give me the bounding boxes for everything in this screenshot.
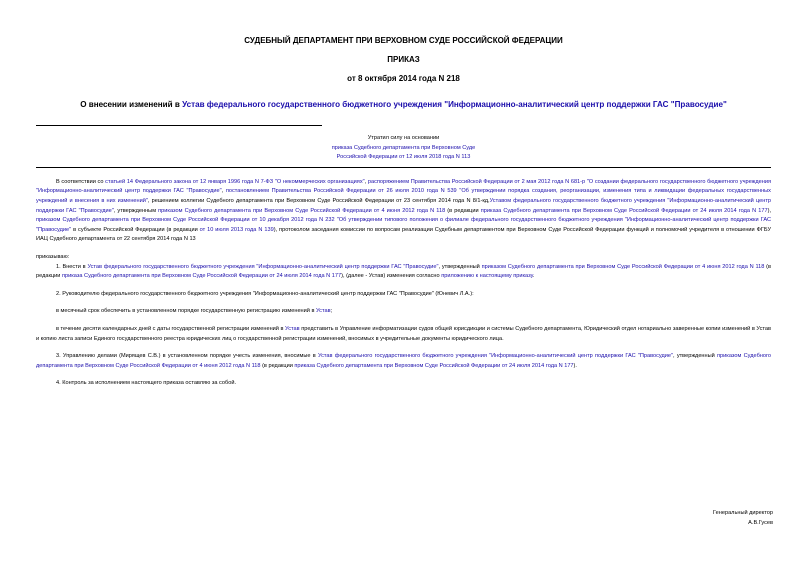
item-text: ).	[573, 362, 577, 369]
signature-position: Генеральный директор	[713, 510, 773, 516]
charter-link[interactable]: Устав	[285, 325, 300, 332]
lost-force-note	[36, 134, 771, 163]
preamble-paragraph	[36, 178, 771, 245]
charter-link[interactable]: Устав федерального государственного бюджетного учреждения "Информационно-аналитический центр поддержки ГАС "Правосудие"	[317, 353, 674, 360]
order-139-link[interactable]: от 10 июля 2013 года N 139	[199, 226, 274, 233]
charter-link[interactable]: Уставом федерального государственного бюджетного учреждения "Информационно-аналитический центр поддержки ГАС "Правосудие"	[36, 197, 772, 214]
divider-full	[36, 167, 771, 168]
government-order-link[interactable]: распоряжением Правительства Российской Федерации от 2 мая 2012 года N 681-р "О создании федерального государственного бюджетного учреждения "Информационно-аналитический центр поддержки ГАС "Правосудие"	[36, 178, 772, 195]
item-text: ;	[330, 308, 333, 315]
preamble-text: ), протоколом заседания комиссии по вопросам реализации Судебным департаментом при Верховном Суде Российской Федерации функций и полномочий учредителя в отношении ФГБУ ИАЦ Судебного департамента от 22 сентября 2014 года N 13	[36, 226, 772, 243]
item-text: 3. Управлению делами (Мирящев С.В.) в установленном порядке учесть изменения, вносимые в	[56, 353, 318, 360]
title-prefix: О внесении изменений в	[80, 100, 183, 109]
order-118-link[interactable]: приказом Судебного департамента при Верховном Суде Российской Федерации от 4 июня 2012 года N 118	[481, 263, 765, 270]
item-text: ), (далее - Устав) изменения согласно	[341, 273, 442, 280]
preamble-text: , утвержденным	[113, 207, 159, 214]
department-name: СУДЕБНЫЙ ДЕПАРТАМЕНТ ПРИ ВЕРХОВНОМ СУДЕ РОССИЙСКОЙ ФЕДЕРАЦИИ	[244, 36, 563, 45]
preamble-text: ,	[221, 188, 226, 195]
item-4: 4. Контроль за исполнением настоящего приказа оставляю за собой.	[56, 380, 237, 387]
signature-name: А.В.Гусев	[748, 520, 773, 526]
document-date-number: от 8 октября 2014 года N 218	[347, 74, 460, 83]
divider-short	[36, 125, 322, 126]
charter-link[interactable]: Устав федерального государственного бюджетного учреждения "Информационно-аналитический центр поддержки ГАС "Правосудие"	[182, 100, 727, 109]
document-title	[36, 100, 771, 110]
lost-force-link-line1[interactable]: приказа Судебного департамента при Верховном Суде	[331, 144, 476, 151]
item-text: .	[532, 273, 535, 280]
item-1	[36, 263, 771, 282]
charter-link[interactable]: Устав федерального государственного бюджетного учреждения "Информационно-аналитический центр поддержки ГАС "Правосудие"	[87, 263, 439, 270]
law-link[interactable]: статьей 14 Федерального закона от 12 января 1996 года N 7-ФЗ "О некоммерческих организациях"	[105, 178, 365, 185]
order-232-link[interactable]: приказом Судебного департамента при Верховном Суде Российской Федерации от 10 декабря 2012 года N 232 "Об утверждении типового положения о филиале федерального государственного бюджетного учреждения "Информационно-аналитический центр поддержки ГАС "Правосудие"	[36, 217, 771, 233]
orders-label: приказываю:	[36, 253, 70, 260]
item-2: 2. Руководителю федерального государственного бюджетного учреждения "Информационно-аналитический центр поддержки ГАС "Правосудие" (Юневич Л.А.):	[56, 290, 474, 297]
preamble-text: (в редакции	[445, 207, 481, 214]
preamble-text: в субъекте Российской Федерации (в редакции	[71, 226, 200, 233]
lost-force-label: Утратил силу на основании	[367, 135, 440, 141]
order-118-link[interactable]: приказом Судебного департамента при Верховном Суде Российской Федерации от 4 июня 2012 года N 118	[36, 353, 771, 369]
lost-force-link-line2[interactable]: Российской Федерации от 12 июля 2018 года N 113	[336, 154, 471, 161]
order-177-link[interactable]: приказа Судебного департамента при Верховном Суде Российской Федерации от 24 июля 2014 года N 177	[61, 273, 342, 280]
order-118-link[interactable]: приказом Судебного департамента при Верховном Суде Российской Федерации от 4 июня 2012 года N 118	[158, 207, 446, 214]
preamble-text: ),	[767, 207, 771, 214]
item-2a	[36, 307, 771, 317]
item-text: (в редакции	[36, 263, 772, 280]
item-text: 1. Внести в	[56, 263, 88, 270]
order-177-link[interactable]: приказа Судебного департамента при Верховном Суде Российской Федерации от 24 июля 2014 года N 177	[294, 362, 574, 369]
government-decree-link[interactable]: постановлением Правительства Российской Федерации от 26 июля 2010 года N 539 "Об утверждении порядка создания, реорганизации, изменения типа и ликвидации федеральных государственных учреждений и внесения в них изменений"	[36, 188, 771, 204]
item-text: в месячный срок обеспечить в установленном порядке государственную регистрацию изменений в	[56, 308, 316, 315]
item-3	[36, 352, 771, 371]
preamble-text: ,	[364, 178, 368, 185]
order-177-link[interactable]: приказа Судебного департамента при Верховном Суде Российской Федерации от 24 июля 2014 года N 177	[480, 207, 768, 214]
item-text: , утвержденный	[673, 353, 718, 360]
item-2b	[36, 325, 771, 344]
preamble-text: , решением коллегии Судебного департамента при Верховном Суде Российской Федерации от 23 сентября 2014 года N 8/1-кд,	[147, 197, 490, 204]
item-text: , утвержденный	[438, 263, 482, 270]
item-text: в течение десяти календарных дней с даты государственной регистрации изменений в	[56, 325, 286, 332]
document-type: ПРИКАЗ	[387, 55, 420, 64]
item-text: (в редакции	[260, 362, 295, 369]
appendix-link[interactable]: приложению к настоящему приказу	[441, 273, 533, 280]
item-text: представить в Управление информатизации судов общей юрисдикции и системы Судебного департамента, Юридический отдел нотариально заверенные копии изменений в Устав и копию листа записи Единого государственного реестра юридических лиц о государственной регистрации изменений, вносимых в учредительные документы юридического лица.	[36, 325, 771, 342]
preamble-text: В соответствии со	[56, 178, 106, 185]
charter-link[interactable]: Устав	[315, 308, 331, 315]
